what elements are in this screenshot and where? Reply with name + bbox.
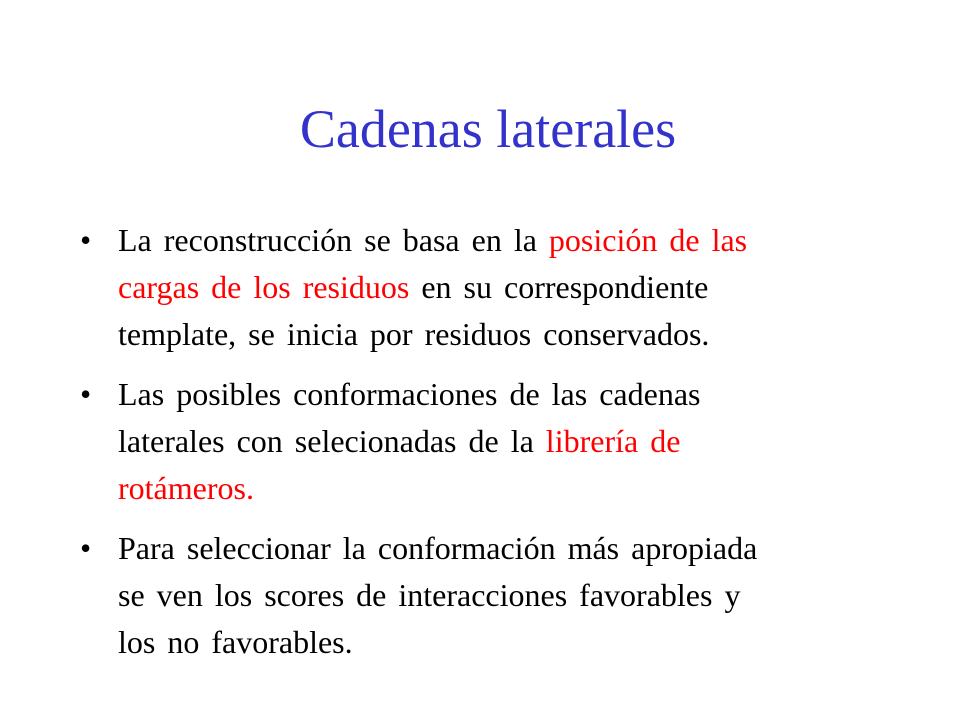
bullet-item-reconstruction: [0, 217, 758, 358]
bullet-text: La reconstrucción se basa en la: [118, 222, 549, 258]
bullet-dot-icon: •: [80, 222, 92, 258]
slide-title: Cadenas laterales: [299, 99, 677, 159]
bullet-item-scores: [0, 525, 758, 666]
bullet-dot-icon: •: [80, 376, 92, 412]
bullet-list: [0, 217, 960, 666]
bullet-dot-icon: •: [80, 530, 92, 566]
highlight-text: posición de las cargas de los residuos: [118, 222, 748, 305]
highlight-text: librería de rotámeros.: [118, 423, 681, 506]
bullet-text: Para seleccionar la conformación más apropiada se ven los scores de interacciones favorables y los no favorables.: [118, 530, 758, 660]
bullet-text: en su correspondiente template, se inicia por residuos conservados.: [118, 269, 710, 352]
bullet-item-conformations: [0, 371, 758, 512]
bullet-text: Las posibles conformaciones de las cadenas laterales con selecionadas de la: [118, 376, 701, 459]
